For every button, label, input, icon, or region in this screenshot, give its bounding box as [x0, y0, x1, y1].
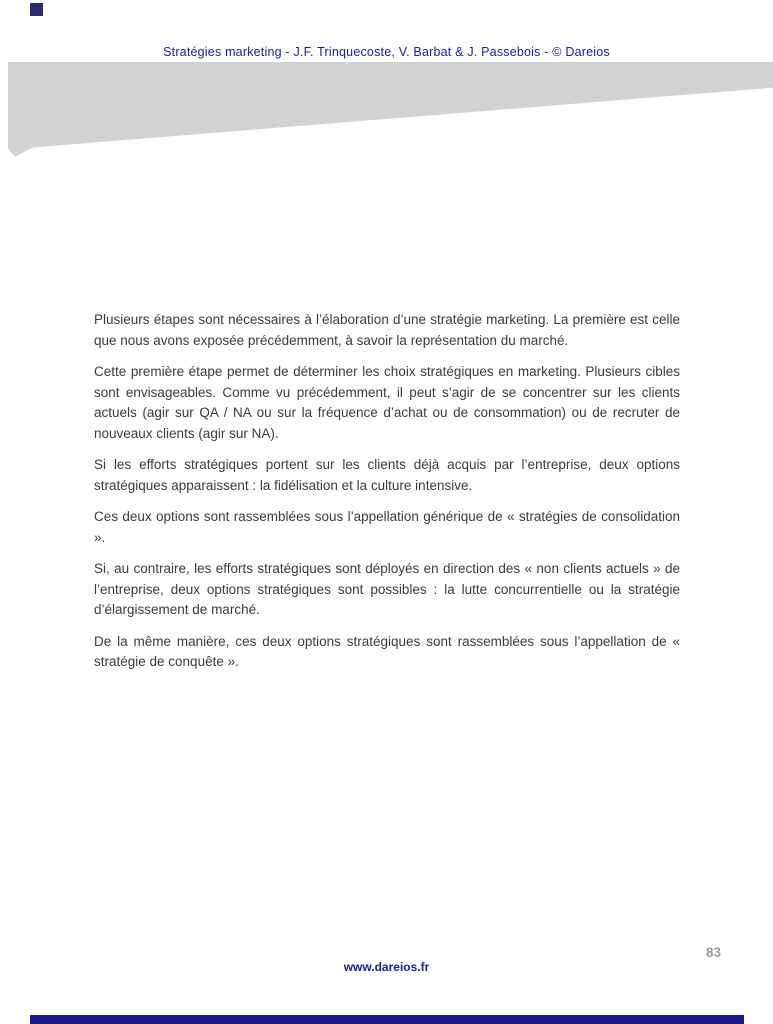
body-text: [94, 310, 680, 684]
paragraph-2: Cette première étape permet de déterminer les choix stratégiques en marketing. Plusieurs cibles sont envisageables. Comme vu précédemment, il peut s’agir de se concentrer sur les clients actuels (agir sur QA / NA ou sur la fréquence d’achat ou de consommation) ou de recruter de nouveaux clients (agir sur NA).: [94, 364, 680, 441]
corner-square-decoration: [30, 3, 43, 16]
page-number: 83: [705, 945, 721, 960]
header-title: Stratégies marketing - J.F. Trinquecoste, V. Barbat & J. Passebois - © Dareios: [163, 45, 610, 59]
gray-band-decoration: [8, 62, 773, 157]
footer-link[interactable]: www.dareios.fr: [343, 960, 430, 974]
paragraph-4: Ces deux options sont rassemblées sous l’appellation générique de « stratégies de consolidation ».: [94, 509, 680, 545]
bottom-bar-decoration: [30, 1015, 744, 1024]
paragraph-1: Plusieurs étapes sont nécessaires à l’élaboration d’une stratégie marketing. La première est celle que nous avons exposée précédemment, à savoir la représentation du marché.: [94, 312, 680, 348]
paragraph-5: Si, au contraire, les efforts stratégiques sont déployés en direction des « non clients actuels » de l’entreprise, deux options stratégiques sont possibles : la lutte concurrentielle ou la stratégie d’élargissement de marché.: [94, 561, 680, 617]
page-header: [0, 45, 773, 59]
paragraph-6: De la même manière, ces deux options stratégiques sont rassemblées sous l’appellation de « stratégie de conquête ».: [94, 633, 680, 669]
paragraph-3: Si les efforts stratégiques portent sur les clients déjà acquis par l’entreprise, deux options stratégiques apparaissent : la fidélisation et la culture intensive.: [94, 457, 680, 493]
